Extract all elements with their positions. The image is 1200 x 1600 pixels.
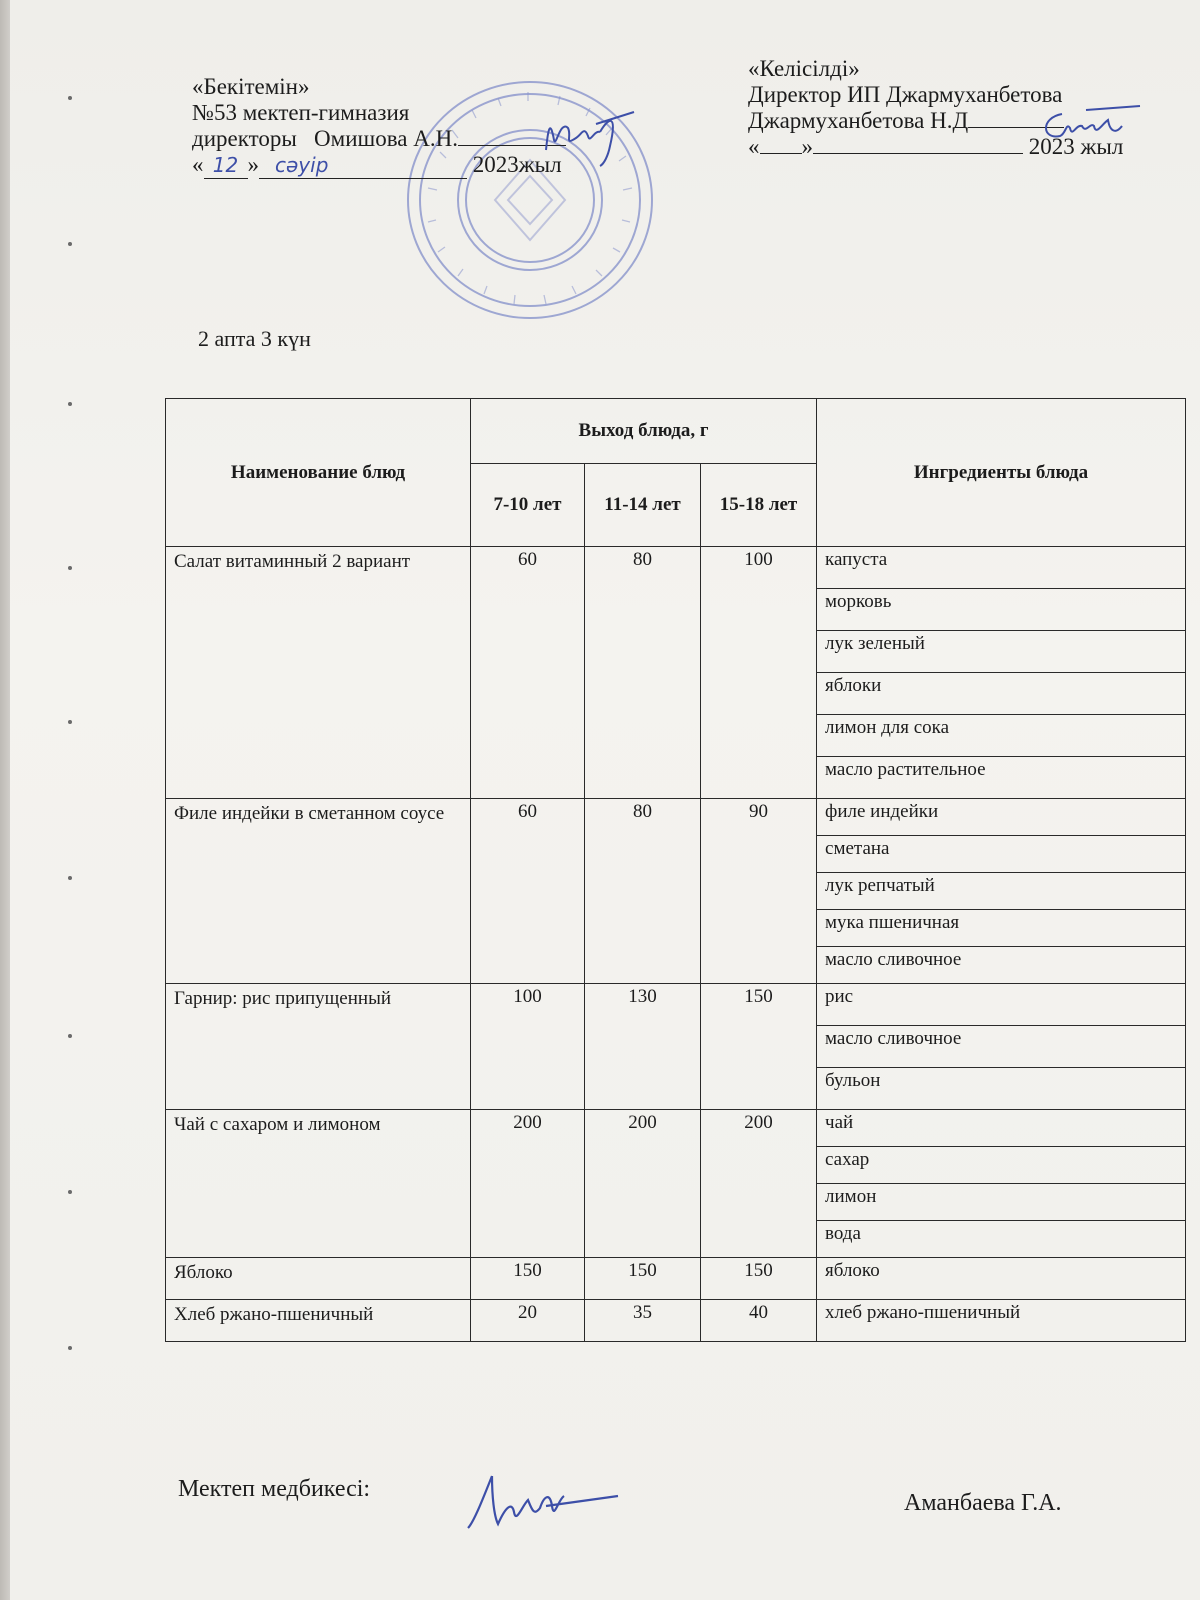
agreement-title: «Келісілді» xyxy=(748,56,860,81)
ingredient: лимон для сока xyxy=(817,715,1186,757)
ingredient: масло растительное xyxy=(817,757,1186,799)
table-row xyxy=(166,547,1186,589)
table-row xyxy=(166,1300,1186,1342)
ingredient: лук зеленый xyxy=(817,631,1186,673)
date-year: 2023жыл xyxy=(472,152,562,177)
agreement-date-open: « xyxy=(748,134,760,159)
dish-output-11-14: 35 xyxy=(585,1300,701,1342)
dish-name: Яблоко xyxy=(166,1258,471,1300)
date-quote-open: « xyxy=(192,152,204,177)
approval-title: «Бекітемін» xyxy=(192,74,310,99)
binder-hole xyxy=(68,1034,72,1038)
binder-hole xyxy=(68,876,72,880)
ingredient: лимон xyxy=(817,1184,1186,1221)
school-name: №53 мектеп-гимназия xyxy=(192,100,410,125)
table-row xyxy=(166,1258,1186,1300)
agreement-signature xyxy=(1036,104,1146,148)
header-output: Выход блюда, г xyxy=(471,399,817,464)
header-age-15-18: 15-18 лет xyxy=(701,464,817,547)
director-name: Омишова А.Н. xyxy=(314,126,458,151)
agreement-position: Директор ИП Джармуханбетова xyxy=(748,82,1063,107)
table-row xyxy=(166,1110,1186,1147)
dish-output-7-10: 20 xyxy=(471,1300,585,1342)
dish-output-7-10: 200 xyxy=(471,1110,585,1258)
ingredient: морковь xyxy=(817,589,1186,631)
binder-hole xyxy=(68,566,72,570)
ingredient: рис xyxy=(817,984,1186,1026)
ingredient: яблоки xyxy=(817,673,1186,715)
dish-output-15-18: 200 xyxy=(701,1110,817,1258)
dish-name: Салат витаминный 2 вариант xyxy=(166,547,471,799)
header-ingredients: Ингредиенты блюда xyxy=(817,399,1186,547)
dish-output-15-18: 150 xyxy=(701,984,817,1110)
dish-output-15-18: 90 xyxy=(701,799,817,984)
nurse-name: Аманбаева Г.А. xyxy=(904,1490,1062,1516)
ingredient: яблоко xyxy=(817,1258,1186,1300)
ingredient: хлеб ржано-пшеничный xyxy=(817,1300,1186,1342)
binder-hole xyxy=(68,1190,72,1194)
director-label: директоры xyxy=(192,126,297,151)
ingredient: сахар xyxy=(817,1147,1186,1184)
dish-name: Филе индейки в сметанном соусе xyxy=(166,799,471,984)
header-age-11-14: 11-14 лет xyxy=(585,464,701,547)
dish-output-15-18: 40 xyxy=(701,1300,817,1342)
dish-output-11-14: 200 xyxy=(585,1110,701,1258)
director-signature xyxy=(538,106,638,170)
ingredient: вода xyxy=(817,1221,1186,1258)
dish-output-11-14: 150 xyxy=(585,1258,701,1300)
table-row xyxy=(166,984,1186,1026)
binder-hole xyxy=(68,1346,72,1350)
dish-output-7-10: 60 xyxy=(471,799,585,984)
date-quote-close: » xyxy=(247,152,259,177)
agreement-date-year: 2023 жыл xyxy=(1028,134,1124,159)
date-day: 12 xyxy=(204,152,248,179)
dish-output-15-18: 150 xyxy=(701,1258,817,1300)
header-age-7-10: 7-10 лет xyxy=(471,464,585,547)
approval-block xyxy=(192,74,566,179)
agreement-date-close: » xyxy=(801,134,813,159)
ingredient: чай xyxy=(817,1110,1186,1147)
agreement-name: Джармуханбетова Н.Д xyxy=(748,108,969,133)
dish-output-11-14: 80 xyxy=(585,799,701,984)
ingredient: мука пшеничная xyxy=(817,910,1186,947)
dish-output-15-18: 100 xyxy=(701,547,817,799)
dish-output-7-10: 150 xyxy=(471,1258,585,1300)
dish-output-11-14: 80 xyxy=(585,547,701,799)
binder-hole xyxy=(68,402,72,406)
ingredient: бульон xyxy=(817,1068,1186,1110)
dish-name: Хлеб ржано-пшеничный xyxy=(166,1300,471,1342)
dish-output-7-10: 60 xyxy=(471,547,585,799)
binder-hole xyxy=(68,720,72,724)
header-dish-name: Наименование блюд xyxy=(166,399,471,547)
menu-table xyxy=(165,398,1186,1342)
dish-name: Чай с сахаром и лимоном xyxy=(166,1110,471,1258)
agreement-date-day xyxy=(760,153,802,154)
ingredient: филе индейки xyxy=(817,799,1186,836)
date-month: сәуір xyxy=(259,152,467,179)
nurse-label: Мектеп медбикесі: xyxy=(178,1476,371,1502)
ingredient: лук репчатый xyxy=(817,873,1186,910)
menu-subtitle: 2 апта 3 күн xyxy=(198,326,311,351)
dish-output-11-14: 130 xyxy=(585,984,701,1110)
nurse-signature xyxy=(462,1466,622,1536)
binder-hole xyxy=(68,96,72,100)
dish-output-7-10: 100 xyxy=(471,984,585,1110)
ingredient: масло сливочное xyxy=(817,947,1186,984)
ingredient: сметана xyxy=(817,836,1186,873)
ingredient: капуста xyxy=(817,547,1186,589)
dish-name: Гарнир: рис припущенный xyxy=(166,984,471,1110)
binder-hole xyxy=(68,242,72,246)
table-row xyxy=(166,799,1186,836)
ingredient: масло сливочное xyxy=(817,1026,1186,1068)
agreement-date-month xyxy=(813,153,1023,154)
